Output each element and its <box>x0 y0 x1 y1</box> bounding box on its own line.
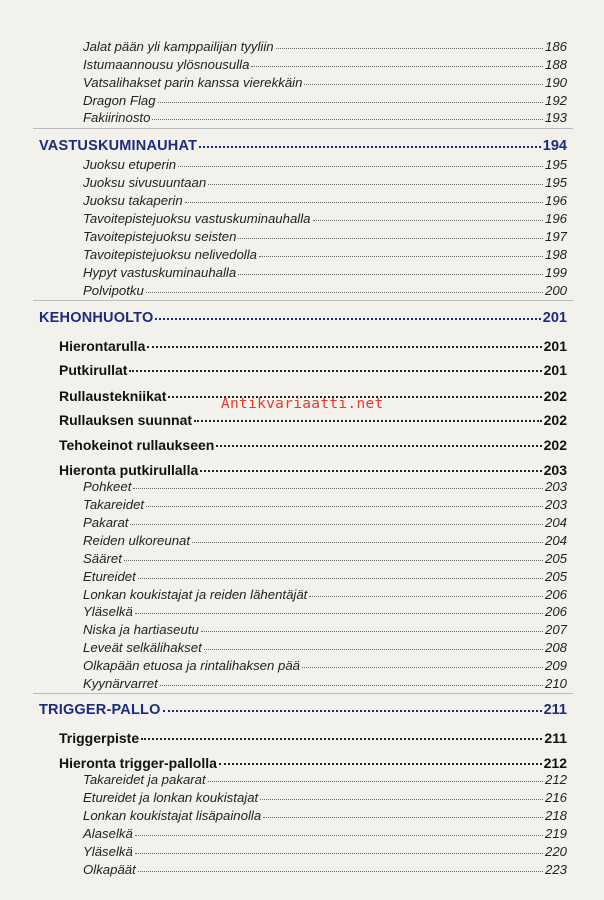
toc-entry: Lonkan koukistajat lisäpainolla 218 <box>83 808 567 823</box>
toc-entry: Tavoitepistejuoksu seisten 197 <box>83 229 567 244</box>
toc-entry: Etureidet 205 <box>83 569 567 584</box>
section-heading-vastuskuminauhat: VASTUSKUMINAUHAT 194 <box>39 138 567 154</box>
toc-entry: Lonkan koukistajat ja reiden lähentäjät 206 <box>83 587 567 602</box>
divider <box>33 300 573 301</box>
toc-entry: Polvipotku 200 <box>83 283 567 298</box>
toc-subheading: Putkirullat 201 <box>59 362 567 378</box>
toc-entry: Juoksu sivusuuntaan 195 <box>83 175 567 190</box>
toc-entry: Tavoitepistejuoksu vastuskuminauhalla 196 <box>83 211 567 226</box>
toc-entry: Leveät selkälihakset 208 <box>83 640 567 655</box>
toc-entry: Reiden ulkoreunat 204 <box>83 533 567 548</box>
watermark-text: Antikvariaatti.net <box>221 396 384 412</box>
toc-entry: Dragon Flag 192 <box>83 93 567 108</box>
toc-entry: Pohkeet 203 <box>83 479 567 494</box>
toc-subheading: Rullaustekniikat 202 <box>59 388 567 404</box>
toc-subheading: Hierontarulla 201 <box>59 338 567 354</box>
toc-entry: Yläselkä 220 <box>83 844 567 859</box>
toc-entry: Juoksu etuperin 195 <box>83 157 567 172</box>
divider <box>33 128 573 129</box>
toc-entry: Takareidet 203 <box>83 497 567 512</box>
divider <box>33 693 573 694</box>
toc-entry: Sääret 205 <box>83 551 567 566</box>
toc-entry: Pakarat 204 <box>83 515 567 530</box>
toc-entry: Jalat pään yli kamppailijan tyyliin 186 <box>83 39 567 54</box>
toc-entry: Alaselkä 219 <box>83 826 567 841</box>
toc-subheading: Hieronta trigger-pallolla 212 <box>59 755 567 771</box>
toc-entry: Olkapäät 223 <box>83 862 567 877</box>
section-heading-kehonhuolto: KEHONHUOLTO 201 <box>39 310 567 326</box>
toc-subheading: Tehokeinot rullaukseen 202 <box>59 437 567 453</box>
toc-subheading: Rullauksen suunnat 202 <box>59 412 567 428</box>
toc-entry: Etureidet ja lonkan koukistajat 216 <box>83 790 567 805</box>
toc-entry: Kyynärvarret 210 <box>83 676 567 691</box>
toc-entry: Istumaannousu ylösnousulla 188 <box>83 57 567 72</box>
toc-entry: Hypyt vastuskuminauhalla 199 <box>83 265 567 280</box>
toc-entry: Vatsalihakset parin kanssa vierekkäin 190 <box>83 75 567 90</box>
toc-entry: Takareidet ja pakarat 212 <box>83 772 567 787</box>
toc-subheading: Hieronta putkirullalla 203 <box>59 462 567 478</box>
toc-subheading: Triggerpiste 211 <box>59 730 567 746</box>
toc-entry: Olkapään etuosa ja rintalihaksen pää 209 <box>83 658 567 673</box>
toc-entry: Yläselkä 206 <box>83 604 567 619</box>
toc-entry: Fakiirinosto 193 <box>83 110 567 125</box>
toc-entry: Juoksu takaperin 196 <box>83 193 567 208</box>
toc-entry: Tavoitepistejuoksu nelivedolla 198 <box>83 247 567 262</box>
toc-entry: Niska ja hartiaseutu 207 <box>83 622 567 637</box>
section-heading-trigger-pallo: TRIGGER-PALLO 211 <box>39 702 567 718</box>
